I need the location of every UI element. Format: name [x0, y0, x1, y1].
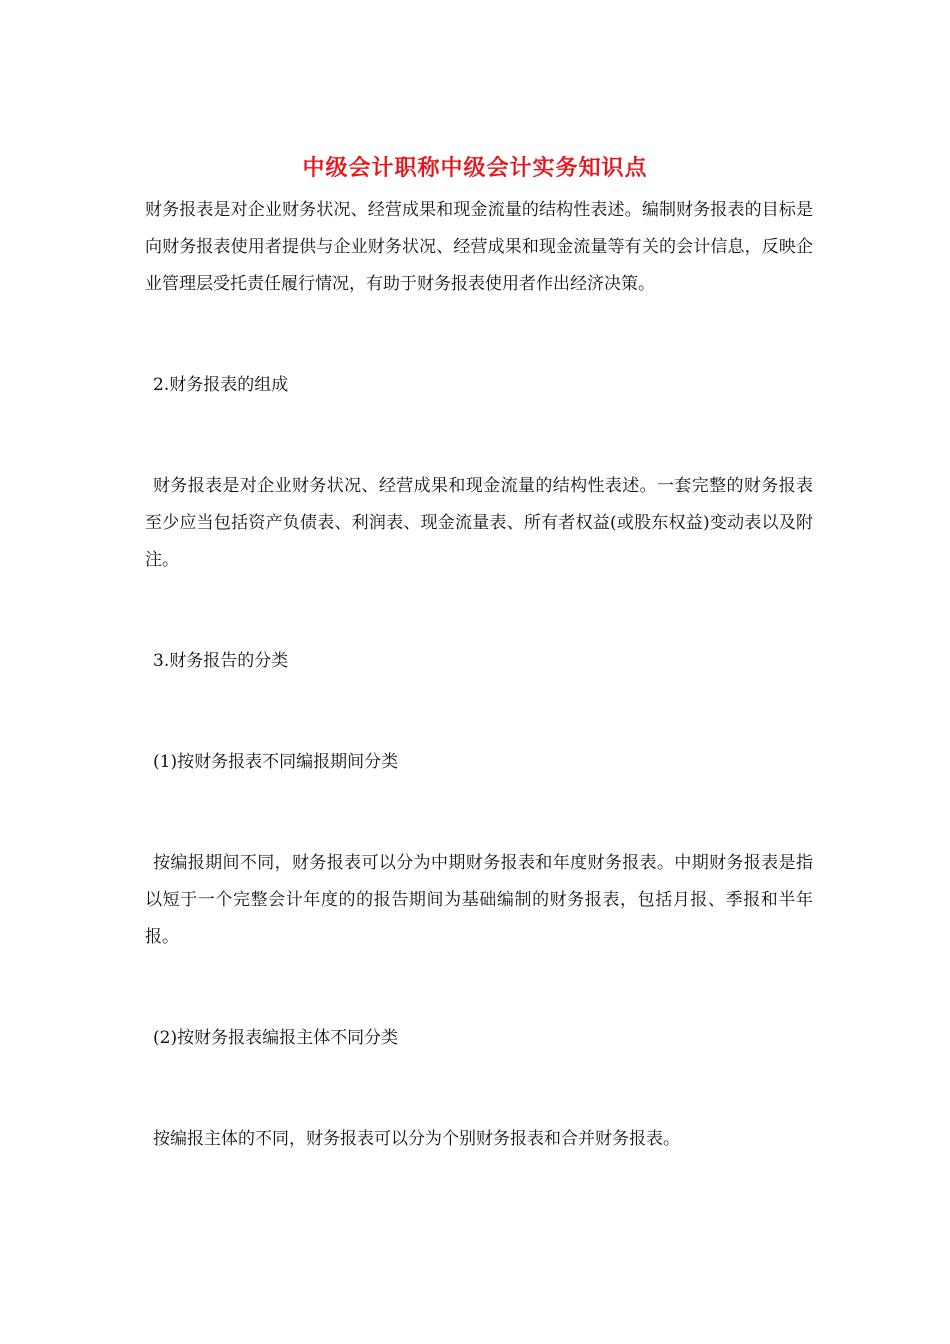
- section-heading-classification: 3.财务报告的分类: [153, 651, 289, 671]
- section-heading-composition: 2.财务报表的组成: [153, 375, 289, 395]
- paragraph-composition: 财务报表是对企业财务状况、经营成果和现金流量的结构性表述。一套完整的财务报表至少应当包括资产负债表、利润表、现金流量表、所有者权益(或股东权益)变动表以及附注。: [145, 476, 813, 570]
- paragraph-intro: 财务报表是对企业财务状况、经营成果和现金流量的结构性表述。编制财务报表的目标是向财务报表使用者提供与企业财务状况、经营成果和现金流量等有关的会计信息，反映企业管理层受托责任履行情况，有助于财务报表使用者作出经济决策。: [145, 200, 813, 294]
- paragraph-entity: 按编报主体的不同，财务报表可以分为个别财务报表和合并财务报表。: [153, 1129, 680, 1149]
- document-body: [145, 192, 813, 1158]
- subsection-heading-entity: (2)按财务报表编报主体不同分类: [153, 1028, 399, 1048]
- subsection-heading-period: (1)按财务报表不同编报期间分类: [153, 752, 399, 772]
- document-title: 中级会计职称中级会计实务知识点: [302, 155, 648, 181]
- paragraph-period: 按编报期间不同，财务报表可以分为中期财务报表和年度财务报表。中期财务报表是指以短于一个完整会计年度的的报告期间为基础编制的财务报表，包括月报、季报和半年报。: [145, 853, 813, 947]
